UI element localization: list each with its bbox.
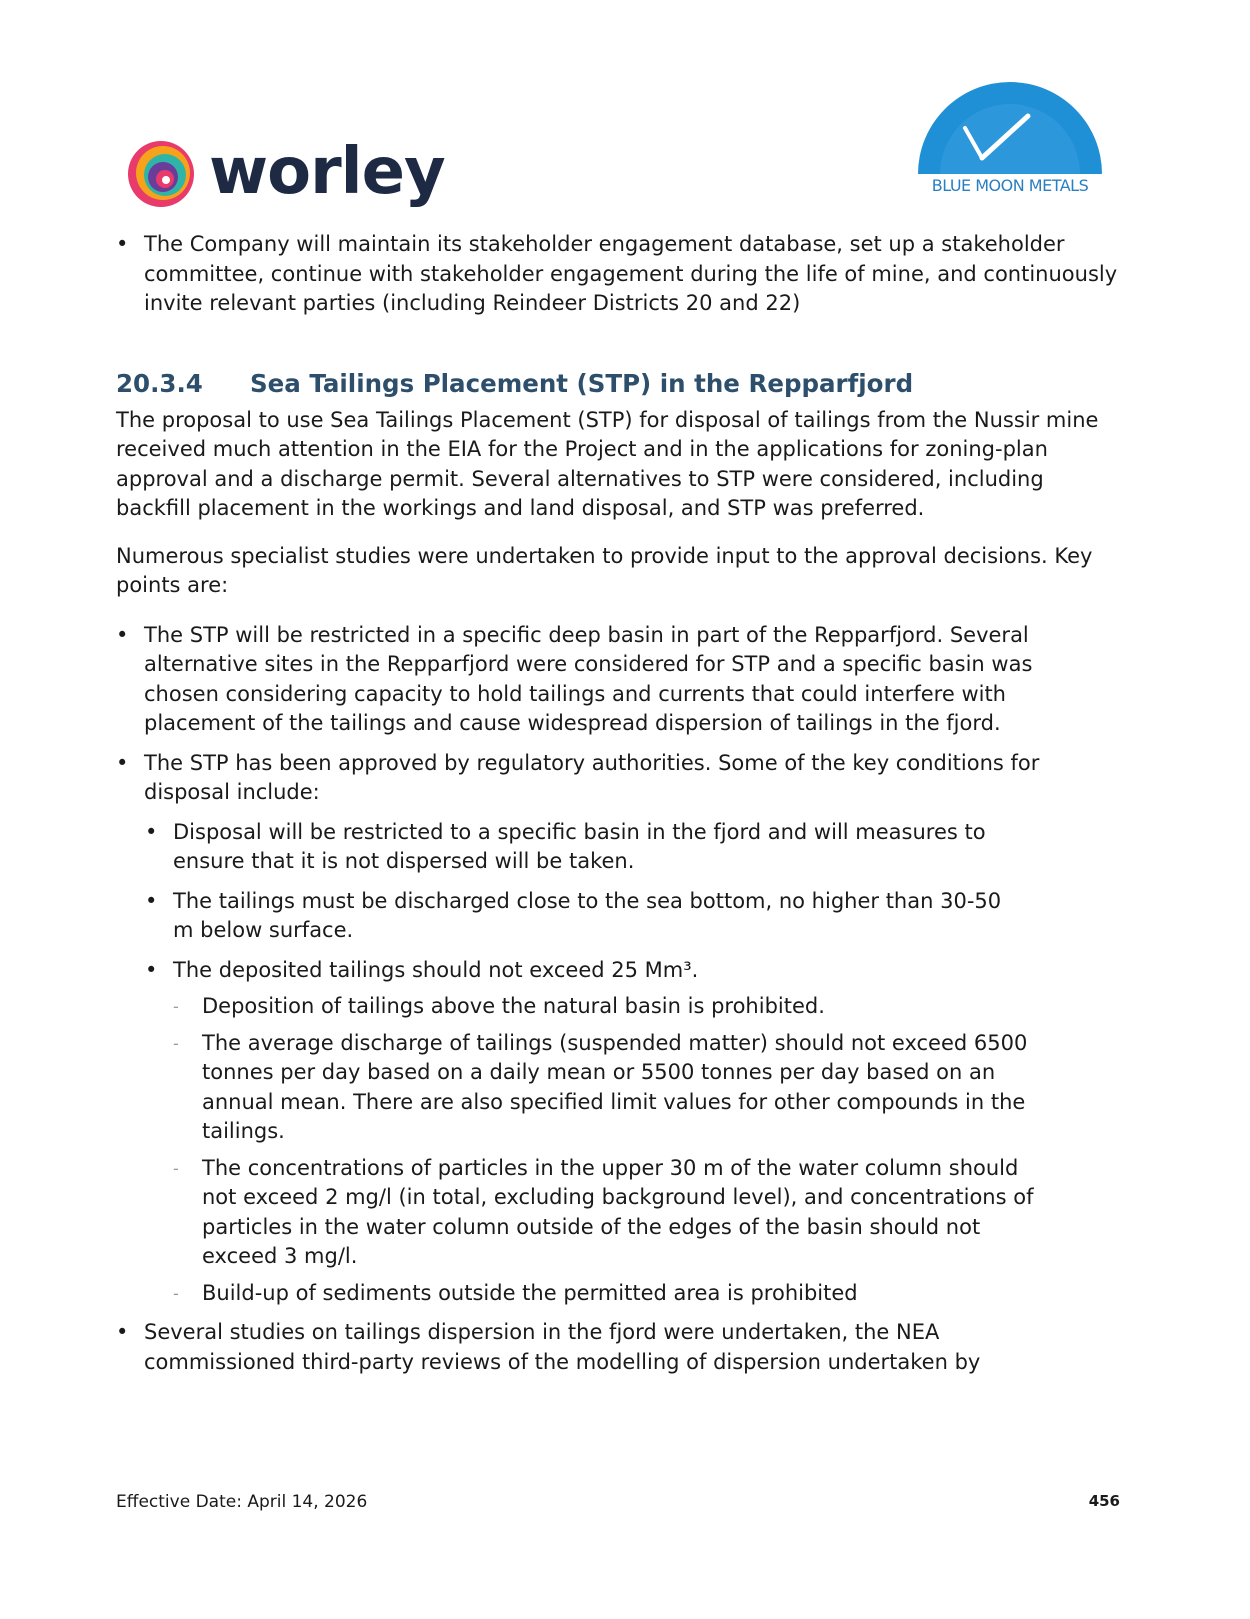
paragraph: Numerous specialist studies were undertaken to provide input to the approval decisions. Key points are: bbox=[116, 543, 1093, 597]
list-item: • The STP has been approved by regulatory authorities. Some of the key conditions for disposal include: bbox=[116, 749, 1094, 808]
page-number: 456 bbox=[1088, 1492, 1120, 1510]
worley-swirl-icon bbox=[125, 135, 203, 213]
blue-moon-metals-logo bbox=[910, 78, 1110, 203]
sub-list-item: • The tailings must be discharged close to the sea bottom, no higher than 30-50 m below surface. bbox=[116, 887, 1023, 946]
dash-list-item: - Build-up of sediments outside the permitted area is prohibited bbox=[116, 1279, 1052, 1309]
sub-list-item: • Disposal will be restricted to a specific basin in the fjord and will measures to ensure that it is not dispersed will be taken. bbox=[116, 818, 1003, 877]
main-content bbox=[116, 230, 1136, 1377]
worley-wordmark: worley bbox=[209, 135, 445, 209]
list-item: • Several studies on tailings dispersion in the fjord were undertaken, the NEA commissioned third-party reviews of the modelling of dispersion undertaken by bbox=[116, 1318, 1074, 1377]
section-heading bbox=[116, 368, 1136, 400]
list-item: • The STP will be restricted in a specific deep basin in part of the Repparfjord. Several alternative sites in the Repparfjord were considered for STP and a specific basin was chosen considering capacity to hold tailings and currents that could interfere with placement of the tailings and cause widespread dispersion of tailings in the fjord. bbox=[116, 621, 1094, 739]
sub-list-item: • The deposited tailings should not exceed 25 Mm³. bbox=[116, 956, 1023, 986]
dash-list-item: - The concentrations of particles in the upper 30 m of the water column should not exceed 2 mg/l (in total, excluding background level), and concentrations of particles in the water column outside of the edges of the basin should not exceed 3 mg/l. bbox=[116, 1154, 1052, 1272]
paragraph: The proposal to use Sea Tailings Placement (STP) for disposal of tailings from the Nussir mine received much attention in the EIA for the Project and in the applications for zoning-plan approval and a discharge permit. Several alternatives to STP were considered, including backfill placement in the workings and land disposal, and STP was preferred. bbox=[116, 407, 1099, 520]
section-number: 20.3.4 bbox=[116, 368, 203, 398]
section-title: Sea Tailings Placement (STP) in the Repparfjord bbox=[250, 368, 914, 398]
worley-logo bbox=[125, 135, 445, 215]
moon-clock-icon bbox=[910, 78, 1110, 178]
dash-list-item: - The average discharge of tailings (suspended matter) should not exceed 6500 tonnes per day based on a daily mean or 5500 tonnes per day based on an annual mean. There are also specified limit values for other compounds in the tailings. bbox=[116, 1029, 1032, 1147]
dash-list-item: - Deposition of tailings above the natural basin is prohibited. bbox=[116, 992, 1032, 1022]
list-item: • The Company will maintain its stakeholder engagement database, set up a stakeholder committee, continue with stakeholder engagement during the life of mine, and continuously invite relevant parties (including Reindeer Districts 20 and 22) bbox=[116, 230, 1134, 319]
effective-date: Effective Date: April 14, 2026 bbox=[116, 1492, 368, 1512]
blue-moon-metals-wordmark: BLUE MOON METALS bbox=[931, 176, 1089, 195]
